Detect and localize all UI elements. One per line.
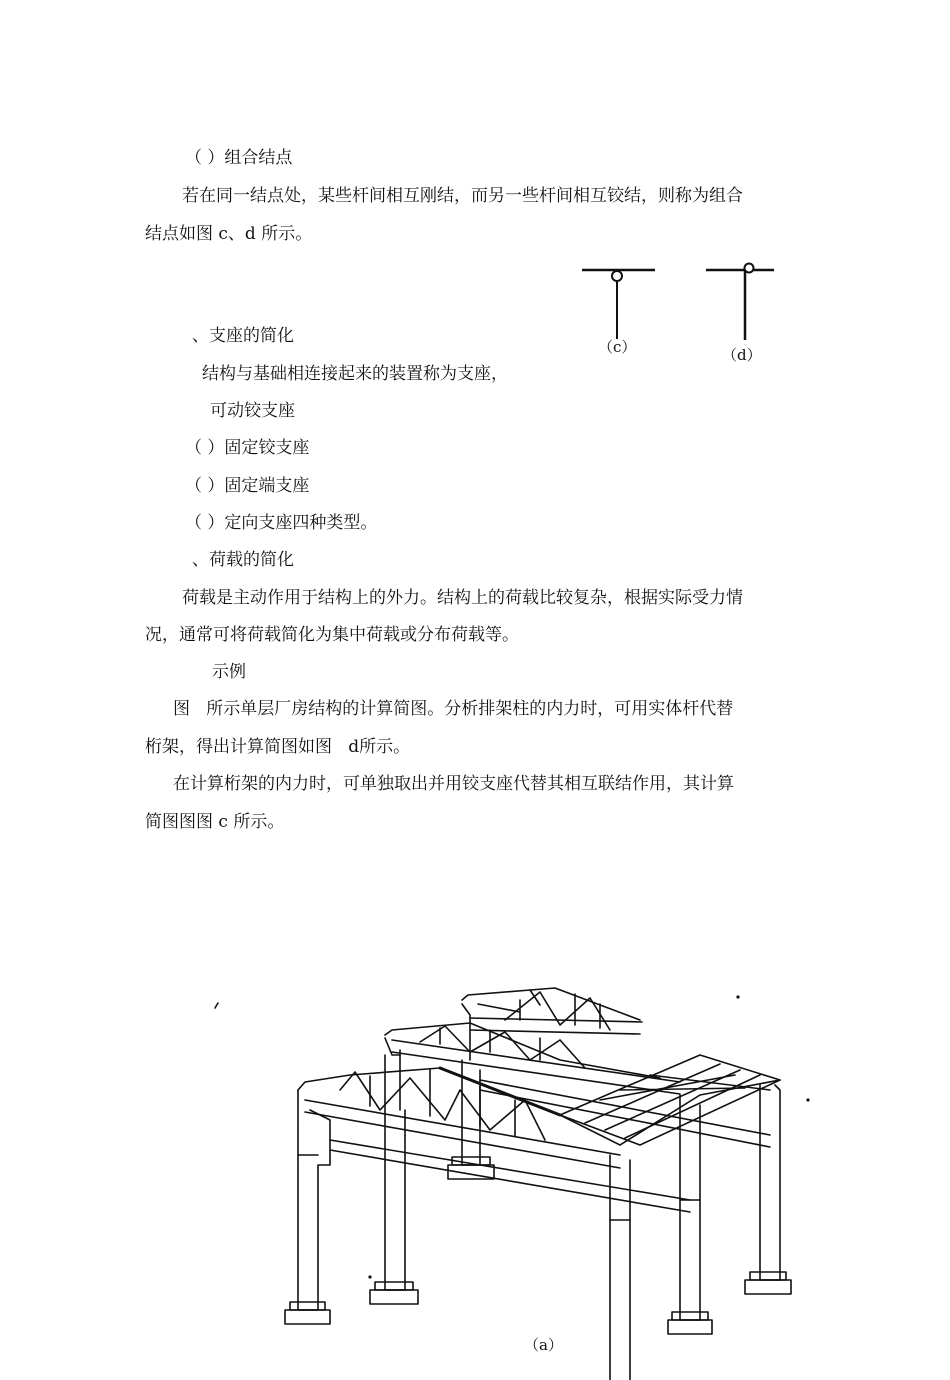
support-type-4: （ ）定向支座四种类型。 (185, 513, 378, 533)
support-type-2: （ ）固定铰支座 (185, 438, 310, 458)
combined-joint-paragraph-line-1: 若在同一结点处，某些杆间相互刚结，而另一些杆间相互铰结，则称为组合 (182, 186, 743, 206)
example-heading: 示例 (212, 662, 246, 682)
factory-structure-illustration (0, 960, 950, 1380)
load-paragraph-line-1: 荷载是主动作用于结构上的外力。结构上的荷载比较复杂，根据实际受力情 (182, 588, 743, 608)
load-heading: 、荷载的简化 (192, 550, 294, 570)
support-type-1: 可动铰支座 (210, 401, 295, 421)
combined-joint-heading: （ ）组合结点 (185, 148, 293, 168)
joint-figure-d (704, 262, 784, 342)
example-paragraph-1-line-2: 桁架，得出计算简图如图 d所示。 (145, 737, 411, 757)
support-intro: 结构与基础相连接起来的装置称为支座， (202, 364, 508, 384)
support-type-3: （ ）固定端支座 (185, 476, 310, 496)
figure-c-label: （c） (598, 338, 637, 356)
load-paragraph-line-2: 况，通常可将荷载简化为集中荷载或分布荷载等。 (145, 625, 519, 645)
example-paragraph-2-line-2: 简图图图 c 所示。 (145, 812, 285, 832)
example-paragraph-2-line-1: 在计算桁架的内力时，可单独取出并用铰支座代替其相互联结作用，其计算 (173, 774, 734, 794)
illustration-caption: （a） (524, 1336, 563, 1354)
support-heading: 、支座的简化 (192, 326, 294, 346)
example-paragraph-1-line-1: 图 所示单层厂房结构的计算简图。分析排架柱的内力时，可用实体杆代替 (173, 699, 734, 719)
combined-joint-paragraph-line-2: 结点如图 c、d 所示。 (145, 224, 313, 244)
joint-figure-c (580, 265, 660, 345)
figure-d-label: （d） (722, 346, 762, 364)
